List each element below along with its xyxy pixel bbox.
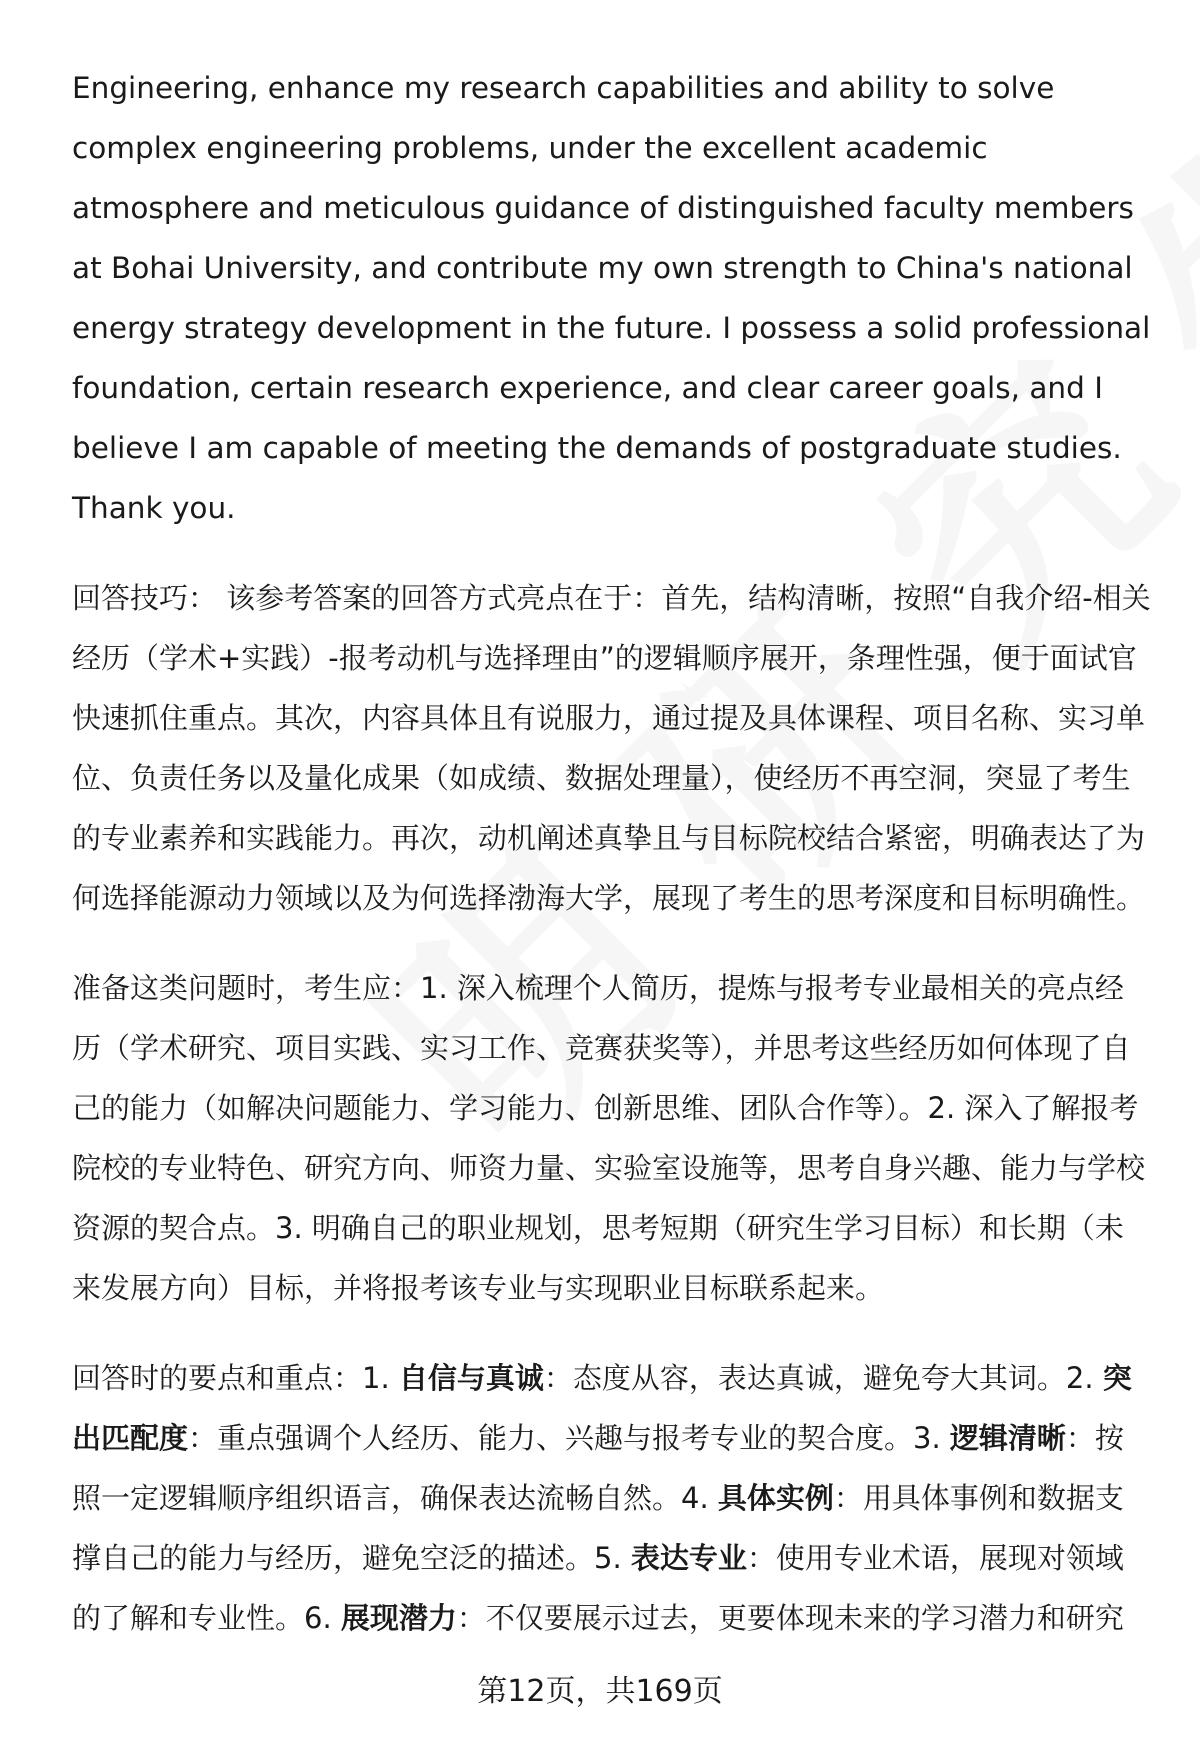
key-point-text: ：态度从容，表达真诚，避免夸大其词。2. <box>543 1361 1103 1395</box>
document-body <box>72 58 1152 1648</box>
key-point-text: ：不仅要展示过去，更要体现未来的学习潜力和研究 <box>456 1601 1124 1635</box>
key-point-match: 突出匹配度 <box>72 1361 1132 1455</box>
key-point-text: ：重点强调个人经历、能力、兴趣与报考专业的契合度。3. <box>188 1421 950 1455</box>
key-point-confidence: 自信与真诚 <box>398 1361 544 1395</box>
key-point-text: ：使用专业术语，展现对领域的了解和专业性。6. <box>72 1541 1124 1635</box>
key-point-potential: 展现潜力 <box>340 1601 457 1635</box>
paragraph-key-points <box>72 1348 1152 1648</box>
paragraph-preparation: 准备这类问题时，考生应：1. 深入梳理个人简历，提炼与报考专业最相关的亮点经历（学术研究、项目实践、实习工作、竞赛获奖等），并思考这些经历如何体现了自己的能力（如解决问题能力、学习能力、创新思维、团队合作等）。2. 深入了解报考院校的专业特色、研究方向、师资力量、实验室设施等，思考自身兴趣、能力与学校资源的契合点。3. 明确自己的职业规划，思考短期（研究生学习目标）和长期（未来发展方向）目标，并将报考该专业与实现职业目标联系起来。 <box>72 971 1146 1305</box>
key-points-intro: 回答时的要点和重点：1. <box>72 1361 399 1395</box>
key-point-professional: 表达专业 <box>630 1541 747 1575</box>
paragraph-english-closing: Engineering, enhance my research capabilities and ability to solve complex engineering problems, under the excellent academic atmosphere and meticulous guidance of distinguished faculty members at Bohai University, and contribute my own strength to China's national energy strategy development in the future. I possess a solid professional foundation, certain research experience, and clear career goals, and I believe I am capable of meeting the demands of postgraduate studies. Thank you. <box>72 71 1151 525</box>
key-point-logic: 逻辑清晰 <box>949 1421 1066 1455</box>
paragraph-answer-tips: 回答技巧： 该参考答案的回答方式亮点在于：首先，结构清晰，按照“自我介绍-相关经历（学术+实践）-报考动机与选择理由”的逻辑顺序展开，条理性强，便于面试官快速抓住重点。其次，内容具体且有说服力，通过提及具体课程、项目名称、实习单位、负责任务以及量化成果（如成绩、数据处理量），使经历不再空洞，突显了考生的专业素养和实践能力。再次，动机阐述真挚且与目标院校结合紧密，明确表达了为何选择能源动力领域以及为何选择渤海大学，展现了考生的思考深度和目标明确性。 <box>72 581 1151 915</box>
page-number: 第12页，共169页 <box>477 1674 723 1709</box>
key-point-text: ：按照一定逻辑顺序组织语言，确保表达流畅自然。4. <box>72 1421 1124 1515</box>
key-point-text: ：用具体事例和数据支撑自己的能力与经历，避免空泛的描述。5. <box>72 1481 1124 1575</box>
key-point-examples: 具体实例 <box>717 1481 834 1515</box>
